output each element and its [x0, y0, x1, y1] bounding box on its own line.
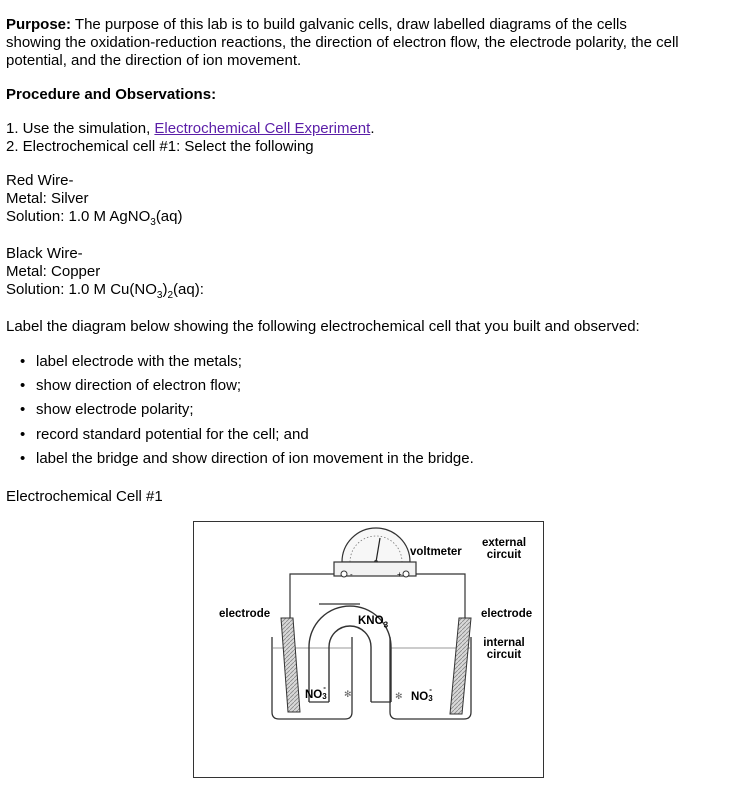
- red-solution-sub: 3: [150, 217, 156, 228]
- salt-bridge-sub: 3: [383, 620, 389, 630]
- purpose-text-line2: showing the oxidation-reduction reactions, the direction of electron flow, the electrode polarity, the cell: [6, 34, 679, 51]
- black-solution-mid: ): [162, 281, 168, 298]
- instruction-text: Label the diagram below showing the following electrochemical cell that you built and observed:: [6, 318, 640, 335]
- red-solution: [6, 208, 183, 232]
- right-crystal-icon: ✻: [395, 692, 403, 702]
- list-item: • show electrode polarity;: [0, 401, 474, 425]
- left-ion-formula: NO: [305, 689, 323, 701]
- black-solution: [6, 281, 204, 305]
- red-solution-prefix: Solution: 1.0 M AgNO: [6, 208, 151, 225]
- salt-bridge-label: [358, 615, 388, 631]
- instruction-list: [0, 353, 474, 474]
- black-solution-prefix: Solution: 1.0 M Cu(NO: [6, 281, 157, 298]
- red-solution-suffix: (aq): [155, 208, 183, 225]
- external-circuit-label: [474, 537, 534, 561]
- simulation-link[interactable]: Electrochemical Cell Experiment: [154, 120, 371, 137]
- black-solution-suffix: (aq):: [173, 281, 204, 298]
- right-ion-formula: NO: [411, 691, 429, 703]
- left-ion-sub: 3: [322, 692, 327, 701]
- figure-title: Electrochemical Cell #1: [6, 488, 163, 505]
- external-circuit-line2: circuit: [486, 549, 522, 561]
- left-electrode: [281, 618, 300, 712]
- left-ion-charge: -: [323, 683, 326, 692]
- internal-circuit-line2: circuit: [486, 649, 522, 661]
- black-solution-sub1: 3: [156, 290, 163, 301]
- purpose-text-line3: potential, and the direction of ion movement.: [6, 52, 302, 69]
- list-item: • label the bridge and show direction of ion movement in the bridge.: [0, 450, 474, 474]
- purpose-text-line1: The purpose of this lab is to build galvanic cells, draw labelled diagrams of the cells: [74, 16, 627, 33]
- black-solution-sub2: 2: [167, 290, 174, 301]
- right-electrode: [450, 618, 471, 714]
- cell-diagram: [193, 521, 544, 778]
- left-electrode-label: electrode: [219, 608, 271, 620]
- procedure-heading: Procedure and Observations:: [6, 86, 217, 103]
- right-electrode-label: electrode: [481, 608, 533, 620]
- step-1: [6, 120, 375, 138]
- salt-bridge-formula: KNO: [358, 615, 384, 627]
- right-ion-label: [411, 685, 435, 703]
- voltmeter-label: voltmeter: [410, 546, 462, 558]
- list-item: • record standard potential for the cell; and: [0, 426, 474, 450]
- left-wire: [290, 574, 334, 622]
- black-metal: Metal: Copper: [6, 263, 101, 280]
- internal-circuit-line1: internal: [483, 637, 525, 649]
- list-item: • show direction of electron flow;: [0, 377, 474, 401]
- positive-terminal: +: [397, 570, 402, 579]
- black-wire-label: Black Wire-: [6, 245, 83, 262]
- internal-circuit-label: [474, 637, 534, 661]
- right-ion-charge: -: [429, 685, 432, 694]
- left-ion-label: [305, 683, 329, 701]
- purpose-label: Purpose:: [6, 16, 72, 33]
- right-ion-sub: 3: [428, 694, 433, 703]
- purpose-paragraph: [6, 16, 627, 34]
- left-crystal-icon: ✻: [344, 690, 352, 700]
- voltmeter-dial: [334, 528, 416, 577]
- red-metal: Metal: Silver: [6, 190, 89, 207]
- negative-terminal: -: [350, 570, 353, 579]
- step-2: 2. Electrochemical cell #1: Select the following: [6, 138, 314, 155]
- right-wire: [416, 574, 465, 622]
- list-item: • label electrode with the metals;: [0, 353, 474, 377]
- red-wire-label: Red Wire-: [6, 172, 74, 189]
- step-1-suffix: .: [370, 120, 375, 137]
- external-circuit-line1: external: [481, 537, 527, 549]
- step-1-prefix: 1. Use the simulation,: [6, 120, 155, 137]
